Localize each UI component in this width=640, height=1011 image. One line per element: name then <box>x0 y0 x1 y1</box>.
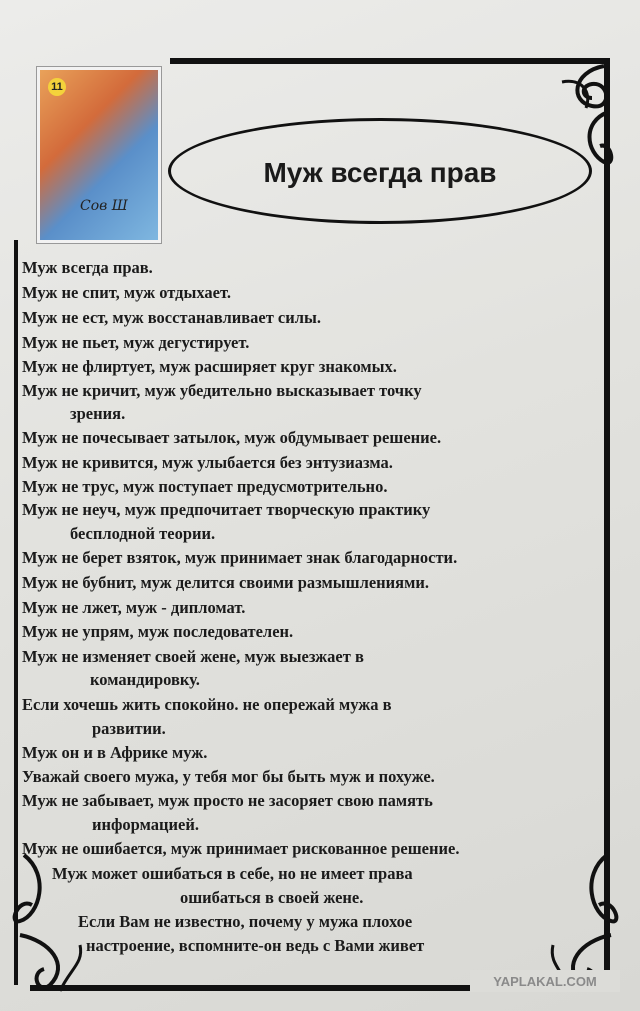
text-line: Муж не забывает, муж просто не засоряет свою память <box>22 791 433 810</box>
text-line: Муж всегда прав. <box>22 258 153 277</box>
text-line: Муж не спит, муж отдыхает. <box>22 283 231 302</box>
text-line: бесплодной теории. <box>70 524 216 543</box>
text-line: Если хочешь жить спокойно. не опережай мужа в <box>22 695 392 714</box>
text-line: Муж не кривится, муж улыбается без энтузиазма. <box>22 453 393 472</box>
text-line: Муж не почесывает затылок, муж обдумывает решение. <box>22 428 442 447</box>
text-line: Муж не ест, муж восстанавливает силы. <box>22 308 322 327</box>
text-line: Муж не бубнит, муж делится своими размышлениями. <box>22 573 429 592</box>
text-line: Муж не неуч, муж предпочитает творческую практику <box>22 500 431 519</box>
text-line: Муж не берет взяток, муж принимает знак благодарности. <box>22 548 458 567</box>
text-line: ошибаться в своей жене. <box>180 888 364 907</box>
text-line: командировку. <box>90 670 200 689</box>
text-line: Если Вам не известно, почему у мужа плохое <box>78 912 413 931</box>
card-signature: Сов Ш <box>80 198 128 214</box>
text-line: Муж не кричит, муж убедительно высказывает точку <box>22 381 422 400</box>
text-line: Муж он и в Африке муж. <box>22 743 208 762</box>
text-line: Муж не трус, муж поступает предусмотрительно. <box>22 477 388 496</box>
text-line: Муж не изменяет своей жене, муж выезжает в <box>22 647 364 666</box>
card-number-badge: 11 <box>48 78 66 96</box>
text-line: зрения. <box>70 404 126 423</box>
page-title: Муж всегда прав <box>263 157 497 188</box>
text-line: Муж не пьет, муж дегустирует. <box>22 333 250 352</box>
watermark: YAPLAKAL.COM <box>470 970 620 992</box>
text-line: информацией. <box>92 815 199 834</box>
text-line: настроение, вспомните-он ведь с Вами живет <box>86 936 425 955</box>
text-line: Муж не флиртует, муж расширяет круг знакомых. <box>22 357 397 376</box>
text-line: Муж может ошибаться в себе, но не имеет права <box>52 864 413 883</box>
text-line: Уважай своего мужа, у тебя мог бы быть муж и похуже. <box>22 767 435 786</box>
text-line: развитии. <box>92 719 166 738</box>
text-line: Муж не упрям, муж последователен. <box>22 622 294 641</box>
text-line: Муж не лжет, муж - дипломат. <box>22 598 246 617</box>
text-line: Муж не ошибается, муж принимает рискованное решение. <box>22 839 460 858</box>
